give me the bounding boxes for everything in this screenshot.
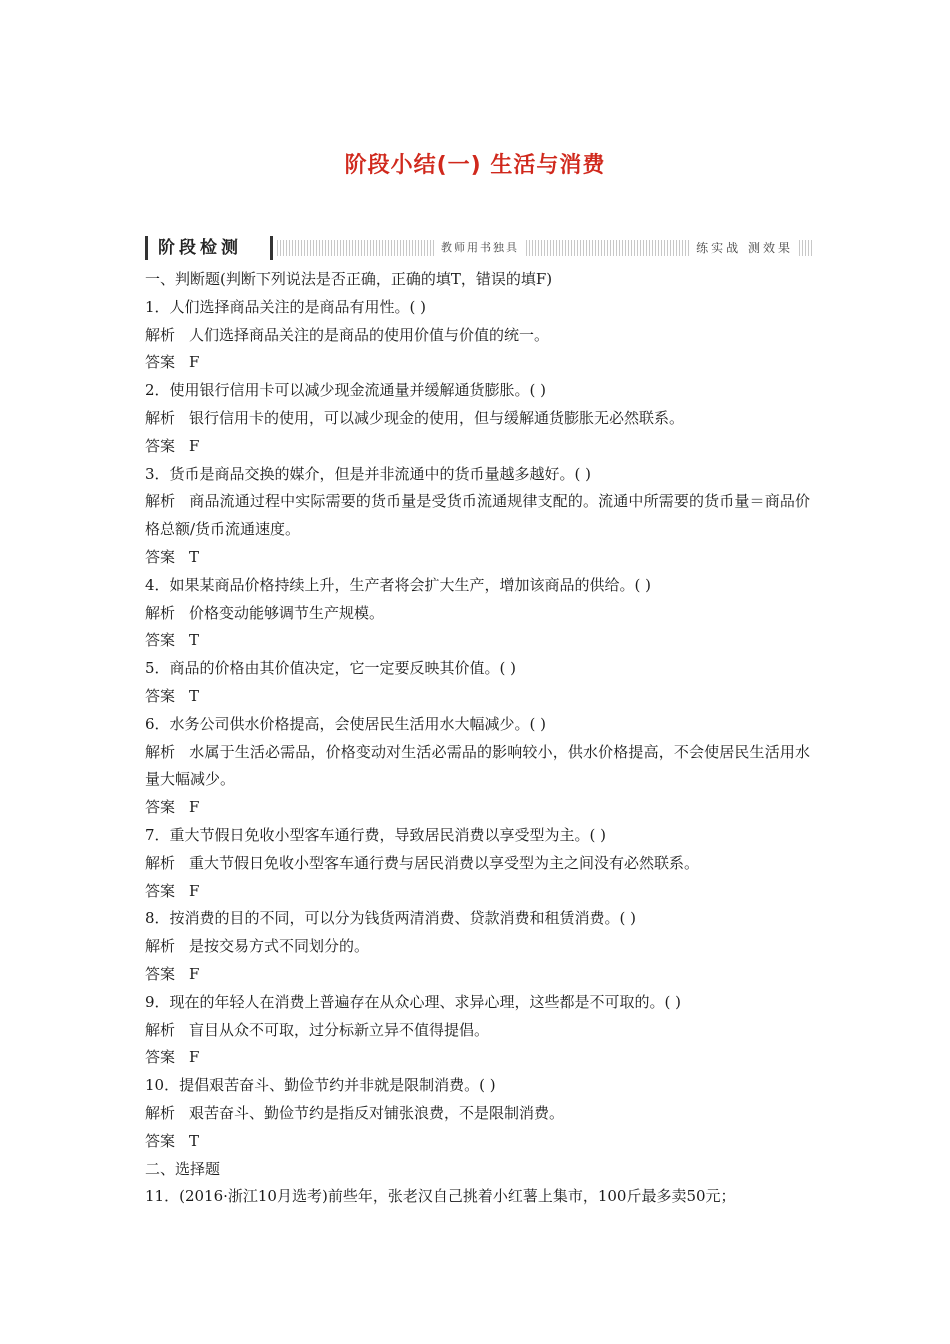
answer-value: F — [189, 881, 200, 900]
answer-row — [145, 433, 810, 461]
explanation-row — [145, 488, 810, 544]
answer-label: 答案 — [145, 1131, 176, 1150]
answer-row — [145, 627, 810, 655]
question-11: 11．(2016·浙江10月选考)前些年，张老汉自己挑着小红薯上集市，100斤最多卖50元； — [145, 1187, 736, 1206]
answer-row — [145, 878, 810, 906]
banner-right-label: 练实战 测效果 — [690, 239, 799, 257]
question-text: 7．重大节假日免收小型客车通行费，导致居民消费以享受型为主。( ) — [145, 825, 607, 844]
banner-divider — [270, 236, 273, 260]
answer-value: F — [189, 798, 200, 817]
answer-value: F — [189, 1048, 200, 1067]
answer-row — [145, 349, 810, 377]
explanation-row — [145, 405, 810, 433]
answer-value: T — [189, 631, 200, 650]
explanation-label: 解析 — [145, 492, 176, 511]
question-text: 5．商品的价格由其价值决定，它一定要反映其价值。( ) — [145, 659, 517, 678]
answer-value: T — [189, 1131, 200, 1150]
banner-left-box — [145, 236, 273, 260]
answer-row — [145, 961, 810, 989]
question-text: 9．现在的年轻人在消费上普遍存在从众心理、求异心理，这些都是不可取的。( ) — [145, 992, 682, 1011]
explanation-row — [145, 322, 810, 350]
section-banner — [145, 236, 813, 260]
section-heading-choice: 二、选择题 — [145, 1159, 221, 1178]
answer-label: 答案 — [145, 964, 176, 983]
answer-row — [145, 544, 810, 572]
explanation-row — [145, 1100, 810, 1128]
answer-value: T — [189, 547, 200, 566]
explanation-label: 解析 — [145, 1020, 176, 1039]
answer-label: 答案 — [145, 881, 176, 900]
answer-label: 答案 — [145, 631, 176, 650]
question-text: 6．水务公司供水价格提高，会使居民生活用水大幅减少。( ) — [145, 714, 547, 733]
explanation-text: 是按交易方式不同划分的。 — [189, 937, 370, 956]
answer-label: 答案 — [145, 547, 176, 566]
answer-value: F — [189, 436, 200, 455]
explanation-row — [145, 1017, 810, 1045]
answer-row — [145, 683, 810, 711]
explanation-row — [145, 739, 810, 795]
answer-label: 答案 — [145, 436, 176, 455]
page-title: 阶段小结(一) 生活与消费 — [344, 153, 606, 178]
banner-center-label: 教师用书独具 — [435, 239, 525, 257]
explanation-text: 水属于生活必需品，价格变动对生活必需品的影响较小，供水价格提高，不会使居民生活用水量大幅减少。 — [145, 742, 810, 789]
question-list — [145, 294, 810, 1156]
question-text: 4．如果某商品价格持续上升，生产者将会扩大生产，增加该商品的供给。( ) — [145, 575, 652, 594]
question-text: 2．使用银行信用卡可以减少现金流通量并缓解通货膨胀。( ) — [145, 381, 547, 400]
question-text: 8．按消费的目的不同，可以分为钱货两清消费、贷款消费和租赁消费。( ) — [145, 909, 637, 928]
explanation-text: 人们选择商品关注的是商品的使用价值与价值的统一。 — [189, 325, 550, 344]
answer-value: T — [189, 686, 200, 705]
answer-value: F — [189, 353, 200, 372]
explanation-text: 价格变动能够调节生产规模。 — [189, 603, 385, 622]
answer-label: 答案 — [145, 798, 176, 817]
answer-label: 答案 — [145, 353, 176, 372]
explanation-label: 解析 — [145, 937, 176, 956]
answer-label: 答案 — [145, 1048, 176, 1067]
explanation-row — [145, 933, 810, 961]
banner-title: 阶段检测 — [158, 238, 242, 258]
document-body — [145, 266, 810, 1211]
answer-value: F — [189, 964, 200, 983]
explanation-text: 银行信用卡的使用，可以减少现金的使用，但与缓解通货膨胀无必然联系。 — [189, 408, 685, 427]
answer-label: 答案 — [145, 686, 176, 705]
explanation-label: 解析 — [145, 408, 176, 427]
question-text: 1．人们选择商品关注的是商品有用性。( ) — [145, 297, 427, 316]
section-heading-judgement: 一、判断题(判断下列说法是否正确，正确的填T，错误的填F) — [145, 270, 553, 288]
explanation-text: 艰苦奋斗、勤俭节约是指反对铺张浪费，不是限制消费。 — [189, 1103, 565, 1122]
answer-row — [145, 1044, 810, 1072]
question-text: 3．货币是商品交换的媒介，但是并非流通中的货币量越多越好。( ) — [145, 464, 592, 483]
explanation-label: 解析 — [145, 853, 176, 872]
explanation-label: 解析 — [145, 742, 176, 761]
explanation-label: 解析 — [145, 325, 176, 344]
explanation-label: 解析 — [145, 1103, 176, 1122]
explanation-text: 商品流通过程中实际需要的货币量是受货币流通规律支配的。流通中所需要的货币量＝商品价格总额/货币流通速度。 — [145, 492, 810, 539]
question-text: 10．提倡艰苦奋斗、勤俭节约并非就是限制消费。( ) — [145, 1076, 496, 1095]
explanation-label: 解析 — [145, 603, 176, 622]
explanation-text: 盲目从众不可取，过分标新立异不值得提倡。 — [189, 1020, 490, 1039]
explanation-row — [145, 850, 810, 878]
answer-row — [145, 1128, 810, 1156]
explanation-text: 重大节假日免收小型客车通行费与居民消费以享受型为主之间没有必然联系。 — [189, 853, 700, 872]
explanation-row — [145, 600, 810, 628]
answer-row — [145, 794, 810, 822]
